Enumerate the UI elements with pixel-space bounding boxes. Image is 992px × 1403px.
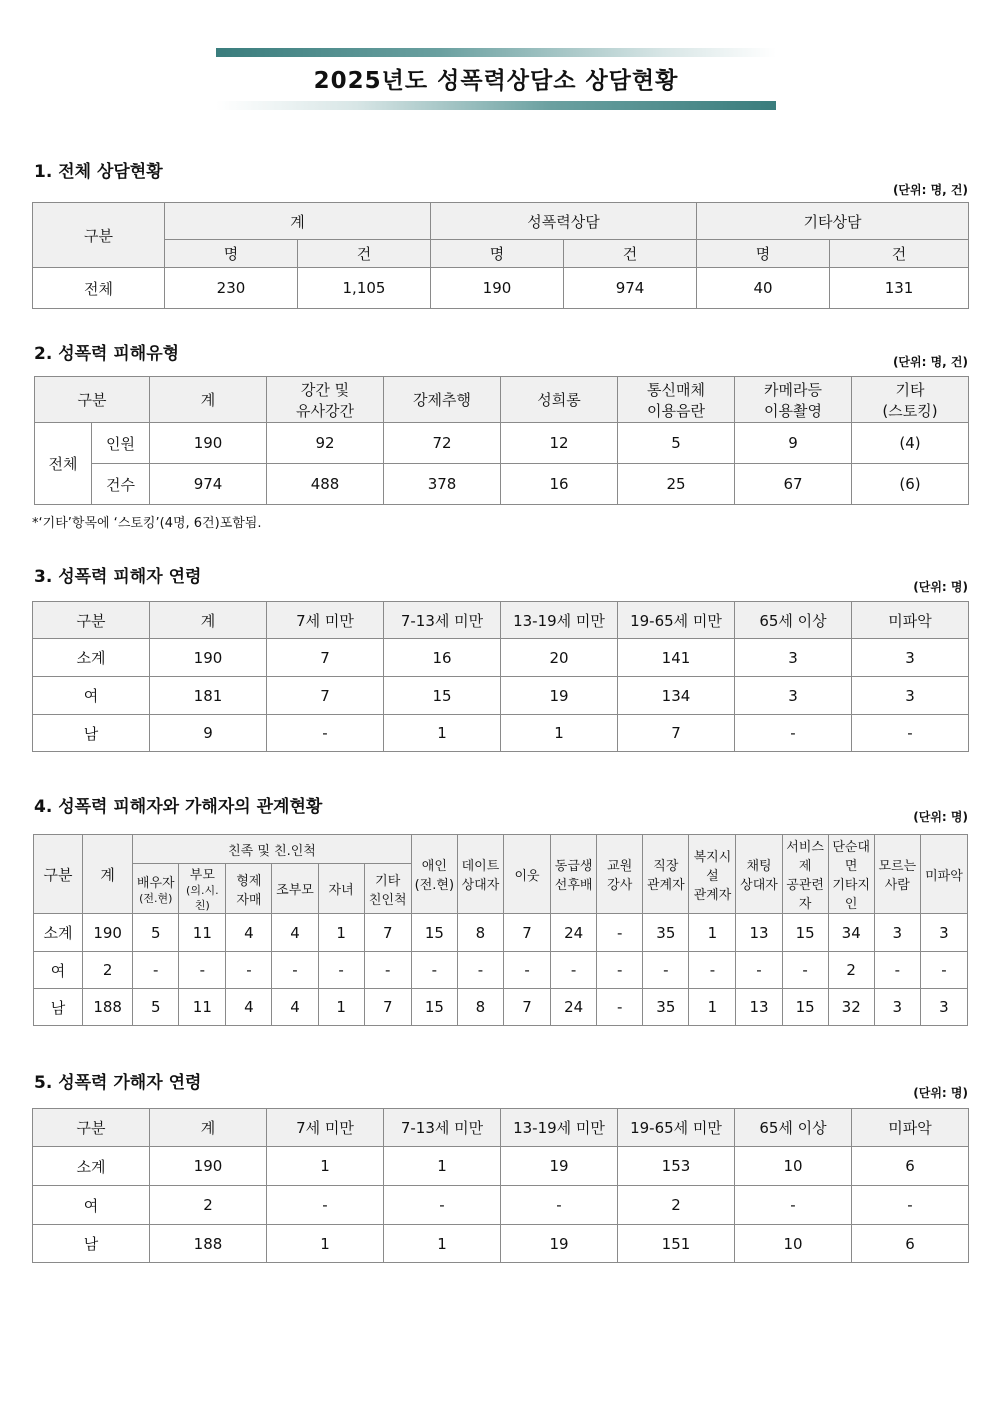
value-cell: 378	[384, 464, 501, 505]
value-cell: 20	[501, 639, 618, 677]
value-cell: 7	[364, 914, 411, 952]
header-cell: 7-13세 미만	[384, 1109, 501, 1147]
header-cell: 계	[150, 377, 267, 423]
value-cell: 141	[618, 639, 735, 677]
header-cell: 19-65세 미만	[618, 602, 735, 639]
value-cell: 6	[852, 1147, 969, 1186]
value-cell: 16	[384, 639, 501, 677]
value-cell: 1	[384, 1147, 501, 1186]
value-cell: -	[689, 952, 736, 989]
value-cell: 4	[226, 989, 272, 1026]
section-2-heading: 2. 성폭력 피해유형	[34, 344, 180, 364]
header-cell: 계	[150, 602, 267, 639]
row-label: 건수	[92, 464, 150, 505]
value-cell: 1	[689, 914, 736, 952]
value-cell: -	[272, 952, 318, 989]
value-cell: 9	[150, 715, 267, 752]
value-cell: 7	[267, 677, 384, 715]
value-cell: 1	[267, 1225, 384, 1263]
value-cell: 188	[150, 1225, 267, 1263]
title-banner	[216, 48, 776, 110]
value-cell: 5	[618, 423, 735, 464]
value-cell: 230	[165, 268, 298, 309]
section-5-unit: (단위: 명)	[913, 1086, 968, 1100]
value-cell: 4	[226, 914, 272, 952]
value-cell: 24	[551, 914, 597, 952]
row-label: 소계	[33, 1147, 150, 1186]
header-cell: 애인 (전.현)	[411, 835, 457, 914]
header-cell: 7세 미만	[267, 1109, 384, 1147]
value-cell: -	[411, 952, 457, 989]
section-4-heading: 4. 성폭력 피해자와 가해자의 관계현황	[34, 797, 323, 817]
table-row	[33, 639, 969, 677]
header-cell: 계	[150, 1109, 267, 1147]
value-cell: 19	[501, 677, 618, 715]
table-row	[33, 715, 969, 752]
value-cell: 15	[411, 914, 457, 952]
value-cell: 11	[179, 914, 226, 952]
header-row	[33, 602, 969, 639]
value-cell: 10	[735, 1147, 852, 1186]
group-label: 전체	[35, 423, 92, 505]
value-cell: -	[133, 952, 179, 989]
value-cell: -	[551, 952, 597, 989]
section-1-unit: (단위: 명, 건)	[892, 183, 968, 197]
header-cell: 배우자 (전.현)	[133, 864, 179, 914]
header-other: 기타상담	[697, 203, 969, 240]
header-cell: 미파악	[920, 835, 967, 914]
header-cell: 데이트 상대자	[457, 835, 503, 914]
value-cell: 7	[618, 715, 735, 752]
value-cell: 16	[501, 464, 618, 505]
value-cell: -	[457, 952, 503, 989]
value-cell: 15	[782, 914, 828, 952]
subheader-cell: 건	[298, 240, 431, 268]
table-row	[35, 423, 969, 464]
row-label: 전체	[33, 268, 165, 309]
value-cell: 181	[150, 677, 267, 715]
value-cell: 1	[384, 1225, 501, 1263]
value-cell: 3	[920, 914, 967, 952]
value-cell: 13	[736, 989, 782, 1026]
value-cell: 12	[501, 423, 618, 464]
row-label: 여	[34, 952, 83, 989]
table-row	[33, 677, 969, 715]
value-cell: 5	[133, 914, 179, 952]
value-cell: 19	[501, 1147, 618, 1186]
value-cell: 1	[318, 989, 364, 1026]
header-cell: 구분	[33, 602, 150, 639]
section-2-unit: (단위: 명, 건)	[892, 355, 968, 369]
value-cell: 9	[735, 423, 852, 464]
header-row	[33, 1109, 969, 1147]
value-cell: 134	[618, 677, 735, 715]
section-5-heading: 5. 성폭력 가해자 연령	[34, 1073, 202, 1093]
row-label: 여	[33, 677, 150, 715]
value-cell: -	[920, 952, 967, 989]
value-cell: 6	[852, 1225, 969, 1263]
value-cell: 67	[735, 464, 852, 505]
value-cell: 2	[150, 1186, 267, 1225]
title-bar-top	[216, 48, 776, 57]
value-cell: -	[267, 715, 384, 752]
subheader-cell: 건	[830, 240, 969, 268]
value-cell: 40	[697, 268, 830, 309]
value-cell: (4)	[852, 423, 969, 464]
value-cell: (6)	[852, 464, 969, 505]
header-cell: 기타 (스토킹)	[852, 377, 969, 423]
section-4-unit: (단위: 명)	[913, 810, 968, 824]
value-cell: -	[501, 1186, 618, 1225]
value-cell: 1	[501, 715, 618, 752]
value-cell: 10	[735, 1225, 852, 1263]
value-cell: -	[782, 952, 828, 989]
header-total: 계	[165, 203, 431, 240]
header-gubun: 구분	[35, 377, 150, 423]
subheader-cell: 명	[697, 240, 830, 268]
header-sexual-violence: 성폭력상담	[431, 203, 697, 240]
value-cell: 3	[874, 989, 920, 1026]
header-cell: 형제 자매	[226, 864, 272, 914]
value-cell: 3	[735, 677, 852, 715]
header-total: 계	[83, 835, 133, 914]
value-cell: 1	[267, 1147, 384, 1186]
table-row	[33, 1147, 969, 1186]
header-cell: 미파악	[852, 602, 969, 639]
header-cell: 미파악	[852, 1109, 969, 1147]
value-cell: 3	[852, 639, 969, 677]
value-cell: -	[643, 952, 689, 989]
value-cell: 974	[564, 268, 697, 309]
row-label: 소계	[33, 639, 150, 677]
header-cell: 모르는 사람	[874, 835, 920, 914]
header-cell: 조부모	[272, 864, 318, 914]
header-gubun: 구분	[33, 203, 165, 268]
value-cell: -	[179, 952, 226, 989]
relationship-table	[33, 834, 968, 1026]
row-label: 남	[33, 1225, 150, 1263]
value-cell: -	[364, 952, 411, 989]
value-cell: 8	[457, 914, 503, 952]
table-row	[33, 268, 969, 309]
subheader-cell: 명	[431, 240, 564, 268]
value-cell: 190	[83, 914, 133, 952]
row-label: 인원	[92, 423, 150, 464]
value-cell: 7	[267, 639, 384, 677]
value-cell: 488	[267, 464, 384, 505]
value-cell: 8	[457, 989, 503, 1026]
value-cell: -	[504, 952, 551, 989]
value-cell: 2	[828, 952, 874, 989]
overall-consultation-table	[32, 202, 969, 309]
value-cell: 15	[384, 677, 501, 715]
table-row	[34, 989, 968, 1026]
value-cell: -	[597, 952, 643, 989]
value-cell: 11	[179, 989, 226, 1026]
header-cell: 자녀	[318, 864, 364, 914]
header-cell: 7-13세 미만	[384, 602, 501, 639]
table-row	[35, 464, 969, 505]
section-3-unit: (단위: 명)	[913, 580, 968, 594]
header-cell: 13-19세 미만	[501, 1109, 618, 1147]
value-cell: -	[735, 715, 852, 752]
header-cell: 동급생 선후배	[551, 835, 597, 914]
value-cell: 131	[830, 268, 969, 309]
value-cell: 2	[618, 1186, 735, 1225]
header-cell: 구분	[33, 1109, 150, 1147]
value-cell: 7	[364, 989, 411, 1026]
value-cell: 188	[83, 989, 133, 1026]
value-cell: 7	[504, 914, 551, 952]
value-cell: 3	[852, 677, 969, 715]
header-cell: 65세 이상	[735, 602, 852, 639]
value-cell: -	[318, 952, 364, 989]
offender-age-table	[32, 1108, 969, 1263]
header-cell: 강간 및 유사강간	[267, 377, 384, 423]
subheader-cell: 건	[564, 240, 697, 268]
header-cell: 강제추행	[384, 377, 501, 423]
header-family: 친족 및 친.인척	[133, 835, 412, 864]
value-cell: -	[852, 715, 969, 752]
row-label: 여	[33, 1186, 150, 1225]
header-cell: 카메라등 이용촬영	[735, 377, 852, 423]
header-gubun: 구분	[34, 835, 83, 914]
header-cell: 직장 관계자	[643, 835, 689, 914]
value-cell: 15	[411, 989, 457, 1026]
value-cell: 5	[133, 989, 179, 1026]
stalking-note: *‘기타’항목에 ‘스토킹’(4명, 6건)포함됨.	[32, 516, 262, 531]
value-cell: 34	[828, 914, 874, 952]
value-cell: 4	[272, 989, 318, 1026]
value-cell: 2	[83, 952, 133, 989]
header-cell: 교원 강사	[597, 835, 643, 914]
header-cell: 통신매체 이용음란	[618, 377, 735, 423]
value-cell: 25	[618, 464, 735, 505]
value-cell: 3	[735, 639, 852, 677]
value-cell: 72	[384, 423, 501, 464]
header-cell: 19-65세 미만	[618, 1109, 735, 1147]
value-cell: -	[736, 952, 782, 989]
value-cell: -	[597, 989, 643, 1026]
value-cell: 1,105	[298, 268, 431, 309]
header-cell: 부모 (의.시.친)	[179, 864, 226, 914]
value-cell: 153	[618, 1147, 735, 1186]
row-label: 소계	[34, 914, 83, 952]
value-cell: 190	[431, 268, 564, 309]
value-cell: -	[735, 1186, 852, 1225]
page-title: 2025년도 성폭력상담소 상담현황	[313, 68, 679, 94]
value-cell: -	[874, 952, 920, 989]
value-cell: 92	[267, 423, 384, 464]
title-bar-bottom	[216, 101, 776, 110]
value-cell: 151	[618, 1225, 735, 1263]
header-cell: 13-19세 미만	[501, 602, 618, 639]
section-1-heading: 1. 전체 상담현황	[34, 162, 163, 182]
header-cell: 서비스제 공관련자	[782, 835, 828, 914]
subheader-row	[33, 240, 969, 268]
value-cell: 35	[643, 914, 689, 952]
value-cell: -	[226, 952, 272, 989]
header-cell: 단순대면 기타지인	[828, 835, 874, 914]
table-row	[34, 914, 968, 952]
value-cell: 4	[272, 914, 318, 952]
value-cell: 3	[920, 989, 967, 1026]
row-label: 남	[34, 989, 83, 1026]
value-cell: 1	[318, 914, 364, 952]
value-cell: -	[384, 1186, 501, 1225]
value-cell: 15	[782, 989, 828, 1026]
table-row	[33, 1225, 969, 1263]
value-cell: 190	[150, 1147, 267, 1186]
header-cell: 복지시설 관계자	[689, 835, 736, 914]
victim-age-table	[32, 601, 969, 752]
value-cell: 1	[384, 715, 501, 752]
value-cell: 13	[736, 914, 782, 952]
damage-type-table	[34, 376, 969, 505]
value-cell: 24	[551, 989, 597, 1026]
value-cell: 974	[150, 464, 267, 505]
header-cell: 채팅 상대자	[736, 835, 782, 914]
table-row	[34, 952, 968, 989]
value-cell: 190	[150, 639, 267, 677]
row-label: 남	[33, 715, 150, 752]
value-cell: 32	[828, 989, 874, 1026]
value-cell: 3	[874, 914, 920, 952]
value-cell: 7	[504, 989, 551, 1026]
table-row	[33, 1186, 969, 1225]
header-cell: 기타 친인척	[364, 864, 411, 914]
header-cell: 이웃	[504, 835, 551, 914]
header-cell: 65세 이상	[735, 1109, 852, 1147]
value-cell: -	[267, 1186, 384, 1225]
header-cell: 7세 미만	[267, 602, 384, 639]
value-cell: 190	[150, 423, 267, 464]
value-cell: 35	[643, 989, 689, 1026]
value-cell: 19	[501, 1225, 618, 1263]
value-cell: -	[852, 1186, 969, 1225]
subheader-cell: 명	[165, 240, 298, 268]
header-cell: 성희롱	[501, 377, 618, 423]
value-cell: -	[597, 914, 643, 952]
value-cell: 1	[689, 989, 736, 1026]
section-3-heading: 3. 성폭력 피해자 연령	[34, 567, 202, 587]
